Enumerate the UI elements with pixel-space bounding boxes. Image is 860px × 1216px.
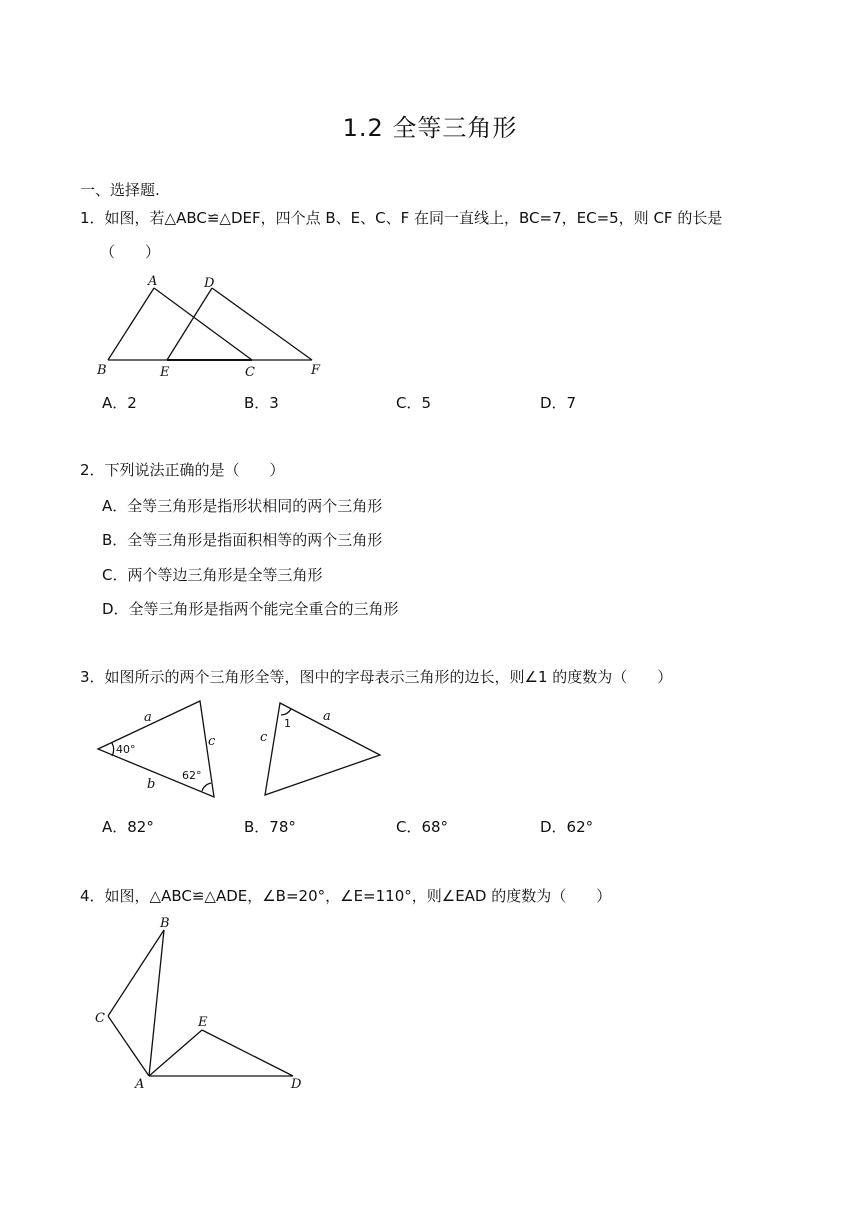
question-2-option-a: A．全等三角形是指形状相同的两个三角形 (102, 497, 383, 515)
segment-ab (149, 930, 164, 1076)
question-1-stem-continued: （ ） (100, 243, 161, 261)
label-left-b: b (147, 777, 156, 792)
angle-arc-62 (202, 783, 211, 791)
label-angle-62: 62° (182, 769, 202, 782)
segment-ac (154, 288, 252, 360)
segment-ed (202, 1030, 293, 1076)
question-3-option-a: A．82° (102, 818, 154, 836)
question-2-option-b: B．全等三角形是指面积相等的两个三角形 (102, 531, 383, 549)
question-1-figure (90, 270, 340, 380)
section-heading: 一、选择题. (80, 181, 160, 199)
question-3-option-c: C．68° (396, 818, 449, 836)
question-3-figure (90, 695, 390, 805)
page-title: 1.2 全等三角形 (342, 114, 518, 142)
label-right-c: c (260, 730, 268, 745)
question-1-option-b: B．3 (244, 394, 279, 412)
question-2-option-d: D．全等三角形是指两个能完全重合的三角形 (102, 600, 399, 618)
label-d: D (291, 1077, 302, 1092)
question-3-option-b: B．78° (244, 818, 296, 836)
label-left-a: a (144, 710, 152, 725)
question-3-stem: 3．如图所示的两个三角形全等，图中的字母表示三角形的边长，则∠1 的度数为（ ） (80, 668, 673, 686)
question-4-figure (88, 910, 318, 1095)
label-left-c: c (208, 734, 216, 749)
label-angle-1: 1 (284, 717, 291, 730)
question-2-option-c: C．两个等边三角形是全等三角形 (102, 566, 323, 584)
label-f: F (311, 363, 321, 378)
label-b: B (97, 363, 107, 378)
label-e: E (198, 1015, 208, 1030)
segment-df (212, 288, 312, 360)
angle-arc-1 (281, 709, 291, 715)
label-b: B (160, 916, 170, 931)
question-1-stem: 1．如图，若△ABC≌△DEF，四个点 B、E、C、F 在同一直线上，BC=7，EC=5，则 CF 的长是 (80, 209, 723, 227)
segment-ca (108, 1016, 149, 1076)
segment-ed (167, 288, 212, 360)
label-right-a: a (323, 709, 331, 724)
question-1-option-a: A．2 (102, 394, 137, 412)
label-c: C (245, 365, 255, 380)
label-a: A (148, 274, 158, 289)
segment-ae (149, 1030, 202, 1076)
question-1-option-d: D．7 (540, 394, 577, 412)
label-angle-40: 40° (116, 743, 136, 756)
question-3-option-d: D．62° (540, 818, 594, 836)
label-a: A (135, 1077, 145, 1092)
segment-cb (108, 930, 164, 1016)
angle-arc-40 (112, 743, 114, 756)
segment-ba (108, 288, 154, 360)
label-d: D (204, 276, 215, 291)
question-4-stem: 4．如图，△ABC≌△ADE，∠B=20°，∠E=110°，则∠EAD 的度数为（ ） (80, 887, 612, 905)
question-2-stem: 2．下列说法正确的是（ ） (80, 461, 285, 479)
question-1-option-c: C．5 (396, 394, 432, 412)
label-e: E (160, 365, 170, 380)
label-c: C (95, 1011, 105, 1026)
